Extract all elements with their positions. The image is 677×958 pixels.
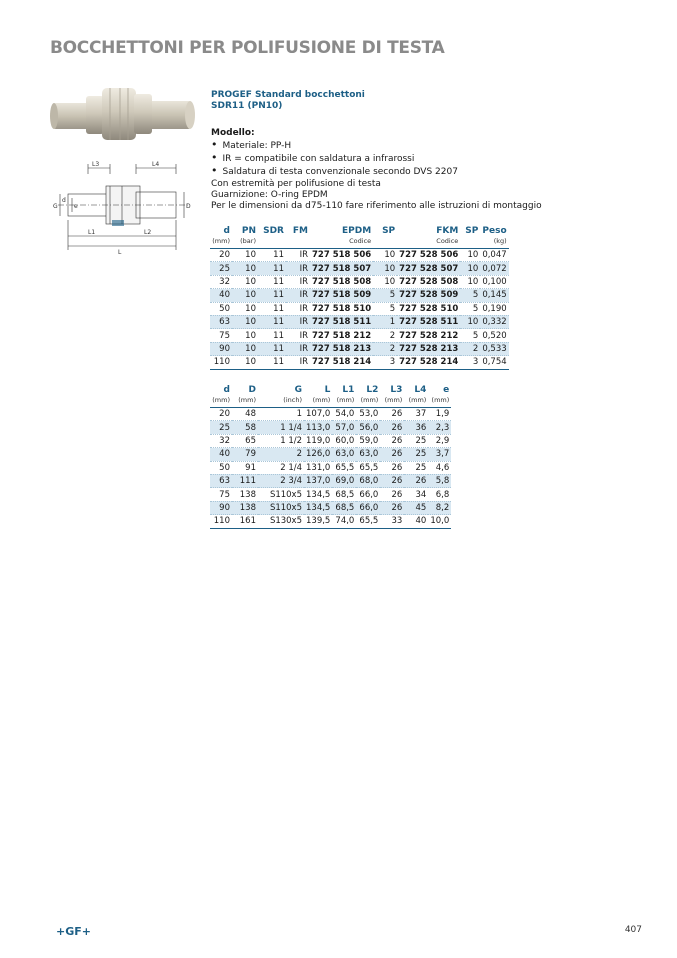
product-photo <box>48 82 198 144</box>
note-line: Guarnizione: O-ring EPDM <box>211 190 328 200</box>
table-cell: 0,072 <box>482 263 507 274</box>
product-notes <box>211 179 542 212</box>
table-cell: 8,2 <box>428 501 451 514</box>
table-cell: 2 3/4 <box>258 474 304 487</box>
table-cell: 79 <box>232 448 258 461</box>
table-cell: 126,0 <box>306 449 331 460</box>
table-cell: 68,0 <box>356 474 380 487</box>
page-title: BOCCHETTONI PER POLIFUSIONE DI TESTA <box>50 38 445 58</box>
gf-logo: +GF+ <box>56 925 91 938</box>
note-line: Per le dimensioni da d75-110 fare riferimento alle istruzioni di montaggio <box>211 201 542 211</box>
table-row <box>210 356 509 369</box>
column-header: FKM <box>436 226 459 236</box>
dim-label-e: e <box>74 203 78 210</box>
table-cell: 34 <box>404 488 428 501</box>
column-header: SDR <box>263 226 284 236</box>
table-cell: 0,047 <box>482 250 507 261</box>
table-cell: 50 <box>210 302 232 315</box>
column-unit <box>460 237 480 249</box>
table-cell: 63,0 <box>332 448 356 461</box>
column-header: L <box>324 385 331 395</box>
table-cell: 20 <box>210 408 232 421</box>
bullet-item: • Saldatura di testa convenzionale secondo DVS 2207 <box>211 165 542 178</box>
table-cell: 0,754 <box>482 357 507 368</box>
table-cell: 11 <box>258 302 286 315</box>
table-cell: S110x5 <box>258 501 304 514</box>
table-cell: 75 <box>210 329 232 342</box>
table-cell: 11 <box>258 289 286 302</box>
table-cell: 0,145 <box>482 290 507 301</box>
column-header: Peso <box>482 226 507 236</box>
table-cell: 1 1/4 <box>258 421 304 434</box>
table-cell: 57,0 <box>332 421 356 434</box>
table-cell: 6,8 <box>428 488 451 501</box>
table-cell: 2 <box>373 329 397 342</box>
table-cell: S130x5 <box>258 515 304 528</box>
table-cell: 32 <box>210 434 232 447</box>
table-row <box>210 262 509 275</box>
table-cell: 0,332 <box>482 317 507 328</box>
table-cell: 26 <box>380 474 404 487</box>
table-cell: 40 <box>210 448 232 461</box>
table-cell: 91 <box>232 461 258 474</box>
table-cell: 11 <box>258 262 286 275</box>
model-bullets <box>211 139 542 178</box>
table-cell: 138 <box>232 488 258 501</box>
table-cell: 11 <box>258 356 286 369</box>
table-cell: 1 1/2 <box>258 434 304 447</box>
table-cell: 727 518 213 <box>312 343 372 354</box>
table-cell: 2 1/4 <box>258 461 304 474</box>
table-cell: 90 <box>210 342 232 355</box>
table-cell: 139,5 <box>306 516 331 527</box>
table-cell: 1 <box>258 408 304 421</box>
table-cell: 32 <box>210 275 232 288</box>
table-cell: 68,5 <box>332 501 356 514</box>
table-cell: 10 <box>373 262 397 275</box>
table-cell: 727 518 510 <box>312 303 372 314</box>
dimensions-table <box>210 385 451 529</box>
table-cell: 58 <box>232 421 258 434</box>
table-cell: IR <box>286 289 310 302</box>
table-cell: 5 <box>460 302 480 315</box>
table-cell: IR <box>286 329 310 342</box>
table-cell: 1,9 <box>428 408 451 421</box>
column-header: L1 <box>342 385 355 395</box>
column-header: SP <box>465 226 479 236</box>
table-cell: 3 <box>460 356 480 369</box>
table-cell: 10 <box>232 262 258 275</box>
dim-label-d: d <box>62 197 66 204</box>
table-cell: 10 <box>232 249 258 262</box>
column-unit <box>286 237 310 249</box>
table-cell: 727 518 506 <box>312 250 372 261</box>
dim-label-D: D <box>186 203 191 210</box>
table-row <box>210 302 509 315</box>
table-cell: 50 <box>210 461 232 474</box>
table-cell: 48 <box>232 408 258 421</box>
table-row <box>210 329 509 342</box>
table-cell: 59,0 <box>356 434 380 447</box>
table-cell: 20 <box>210 249 232 262</box>
table-cell: 110 <box>210 515 232 528</box>
table-cell: 10 <box>460 249 480 262</box>
column-header: FM <box>292 226 308 236</box>
table-cell: 727 528 510 <box>399 303 459 314</box>
table-cell: 25 <box>210 421 232 434</box>
table-cell: 727 528 511 <box>399 317 459 328</box>
table-cell: IR <box>286 249 310 262</box>
table-cell: 2 <box>258 448 304 461</box>
table-cell: 727 518 511 <box>312 317 372 328</box>
table-cell: 69,0 <box>332 474 356 487</box>
table-cell: S110x5 <box>258 488 304 501</box>
table-cell: IR <box>286 342 310 355</box>
table-cell: 63 <box>210 315 232 328</box>
table-cell: 75 <box>210 488 232 501</box>
table-cell: 10 <box>232 275 258 288</box>
table-row <box>210 488 451 501</box>
column-header: e <box>443 385 450 395</box>
table-row <box>210 474 451 487</box>
table-cell: 2 <box>373 342 397 355</box>
column-header: PN <box>241 226 256 236</box>
table-cell: IR <box>286 262 310 275</box>
column-header: EPDM <box>341 226 372 236</box>
column-unit: (kg) <box>480 237 508 249</box>
table-cell: 25 <box>210 262 232 275</box>
table-cell: 26 <box>380 461 404 474</box>
table-cell: 3,7 <box>428 448 451 461</box>
table-cell: 119,0 <box>306 435 331 446</box>
technical-drawing <box>48 158 196 258</box>
dimensions-table-header <box>210 385 451 396</box>
table-cell: 68,5 <box>332 488 356 501</box>
table-cell: 727 528 508 <box>399 276 459 287</box>
table-cell: 26 <box>380 434 404 447</box>
column-unit: (mm) <box>332 396 356 408</box>
dim-label-l3: L3 <box>92 161 100 168</box>
table-cell: 54,0 <box>332 408 356 421</box>
table-row <box>210 448 451 461</box>
table-cell: 1 <box>373 315 397 328</box>
table-cell: 10 <box>460 315 480 328</box>
table-cell: 5,8 <box>428 474 451 487</box>
table-row <box>210 249 509 262</box>
column-header: G <box>294 385 302 395</box>
table-cell: 10 <box>232 329 258 342</box>
table-cell: 66,0 <box>356 488 380 501</box>
table-cell: 26 <box>380 488 404 501</box>
table-cell: 134,5 <box>306 502 331 513</box>
table-cell: IR <box>286 315 310 328</box>
table-row <box>210 408 451 421</box>
column-unit: Codice <box>397 237 460 249</box>
column-unit: (mm) <box>356 396 380 408</box>
table-cell: 727 518 509 <box>312 290 372 301</box>
column-unit: (mm) <box>232 396 258 408</box>
table-cell: 10,0 <box>430 516 450 527</box>
column-header: L3 <box>390 385 403 395</box>
table-cell: 107,0 <box>306 409 331 420</box>
table-cell: 727 518 507 <box>312 263 372 274</box>
table-row <box>210 501 451 514</box>
table-cell: 5 <box>373 302 397 315</box>
table-cell: 60,0 <box>332 434 356 447</box>
table-cell: 10 <box>232 315 258 328</box>
table-cell: 727 528 506 <box>399 250 459 261</box>
column-unit: (mm) <box>210 237 232 249</box>
table-cell: 113,0 <box>306 422 331 433</box>
column-unit: (inch) <box>258 396 304 408</box>
table-cell: 63,0 <box>356 448 380 461</box>
page-number: 407 <box>624 925 642 935</box>
table-cell: 65,5 <box>356 515 380 528</box>
column-unit: (mm) <box>428 396 451 408</box>
table-row <box>210 342 509 355</box>
column-unit: Codice <box>310 237 373 249</box>
product-description <box>211 90 542 212</box>
table-cell: 11 <box>258 315 286 328</box>
table-cell: 11 <box>258 275 286 288</box>
column-unit: (mm) <box>404 396 428 408</box>
table-cell: 10 <box>460 262 480 275</box>
table-cell: 36 <box>404 421 428 434</box>
dim-label-l1: L1 <box>88 229 96 236</box>
dim-label-l4: L4 <box>152 161 160 168</box>
table-cell: 56,0 <box>356 421 380 434</box>
table-cell: 10 <box>232 302 258 315</box>
table-cell: 37 <box>404 408 428 421</box>
table-cell: 33 <box>380 515 404 528</box>
table-cell: 53,0 <box>356 408 380 421</box>
table-cell: 5 <box>373 289 397 302</box>
table-cell: 26 <box>404 474 428 487</box>
table-cell: 0,100 <box>482 276 507 287</box>
table-cell: 40 <box>404 515 428 528</box>
table-cell: 45 <box>404 501 428 514</box>
bullet-item: • IR = compatibile con saldatura a infrarossi <box>211 152 542 165</box>
table-cell: 5 <box>460 329 480 342</box>
table-cell: 10 <box>373 249 397 262</box>
table-cell: 11 <box>258 249 286 262</box>
table-cell: 26 <box>380 408 404 421</box>
codes-table-subheader <box>210 237 509 249</box>
table-cell: 90 <box>210 501 232 514</box>
table-cell: 40 <box>210 289 232 302</box>
bullet-item: • Materiale: PP-H <box>211 139 542 152</box>
table-cell: 10 <box>232 356 258 369</box>
table-cell: 4,6 <box>428 461 451 474</box>
column-unit <box>258 237 286 249</box>
table-row <box>210 434 451 447</box>
column-header: D <box>248 385 256 395</box>
table-cell: 63 <box>210 474 232 487</box>
column-unit: (mm) <box>304 396 332 408</box>
product-title-line2: SDR11 (PN10) <box>211 101 283 111</box>
column-unit <box>373 237 397 249</box>
table-row <box>210 421 451 434</box>
table-cell: 2,9 <box>428 434 451 447</box>
table-cell: IR <box>286 275 310 288</box>
table-cell: 25 <box>404 448 428 461</box>
table-row <box>210 461 451 474</box>
table-cell: 2 <box>460 342 480 355</box>
table-cell: 66,0 <box>356 501 380 514</box>
table-cell: 5 <box>460 289 480 302</box>
table-cell: 727 528 212 <box>399 330 459 341</box>
table-cell: 0,533 <box>482 343 507 354</box>
table-cell: 25 <box>404 461 428 474</box>
table-cell: 26 <box>380 501 404 514</box>
column-header: SP <box>382 226 396 236</box>
dim-label-g: G <box>53 203 58 210</box>
table-cell: 727 518 212 <box>312 330 372 341</box>
column-unit: (mm) <box>380 396 404 408</box>
model-heading: Modello: <box>211 128 255 138</box>
table-cell: 727 518 508 <box>312 276 372 287</box>
table-cell: 727 528 509 <box>399 290 459 301</box>
column-unit: (bar) <box>232 237 258 249</box>
table-cell: 2,3 <box>428 421 451 434</box>
table-cell: 11 <box>258 329 286 342</box>
table-cell: 137,0 <box>306 476 331 487</box>
table-cell: IR <box>286 302 310 315</box>
column-unit: (mm) <box>210 396 232 408</box>
table-row <box>210 515 451 528</box>
table-cell: 161 <box>232 515 258 528</box>
table-cell: 10 <box>232 289 258 302</box>
table-cell: 25 <box>404 434 428 447</box>
table-cell: 26 <box>380 448 404 461</box>
product-title-line1: PROGEF Standard bocchettoni <box>211 90 365 100</box>
table-row <box>210 289 509 302</box>
table-cell: 26 <box>380 421 404 434</box>
dim-label-l2: L2 <box>144 229 152 236</box>
table-row <box>210 315 509 328</box>
table-cell: 74,0 <box>332 515 356 528</box>
table-cell: 131,0 <box>306 462 331 473</box>
table-cell: 65,5 <box>356 461 380 474</box>
table-cell: 10 <box>232 342 258 355</box>
codes-table-header <box>210 226 509 237</box>
dim-label-L: L <box>118 249 122 256</box>
table-cell: 10 <box>373 275 397 288</box>
table-cell: 65,5 <box>332 461 356 474</box>
table-cell: 11 <box>258 342 286 355</box>
table-cell: 134,5 <box>306 489 331 500</box>
table-row <box>210 275 509 288</box>
dimensions-table-subheader <box>210 396 451 408</box>
note-line: Con estremità per polifusione di testa <box>211 179 381 189</box>
table-cell: 10 <box>460 275 480 288</box>
table-cell: 727 528 507 <box>399 263 459 274</box>
table-cell: 111 <box>232 474 258 487</box>
codes-table <box>210 226 509 370</box>
table-cell: 0,520 <box>482 330 507 341</box>
table-cell: 0,190 <box>482 303 507 314</box>
table-cell: 727 528 214 <box>399 357 459 368</box>
table-cell: 110 <box>210 356 232 369</box>
table-cell: 3 <box>373 356 397 369</box>
column-header: L4 <box>414 385 427 395</box>
column-header: L2 <box>366 385 379 395</box>
table-cell: IR <box>286 356 310 369</box>
table-cell: 138 <box>232 501 258 514</box>
column-header: d <box>223 226 230 236</box>
table-cell: 727 528 213 <box>399 343 459 354</box>
table-cell: 65 <box>232 434 258 447</box>
table-cell: 727 518 214 <box>312 357 372 368</box>
column-header: d <box>223 385 230 395</box>
